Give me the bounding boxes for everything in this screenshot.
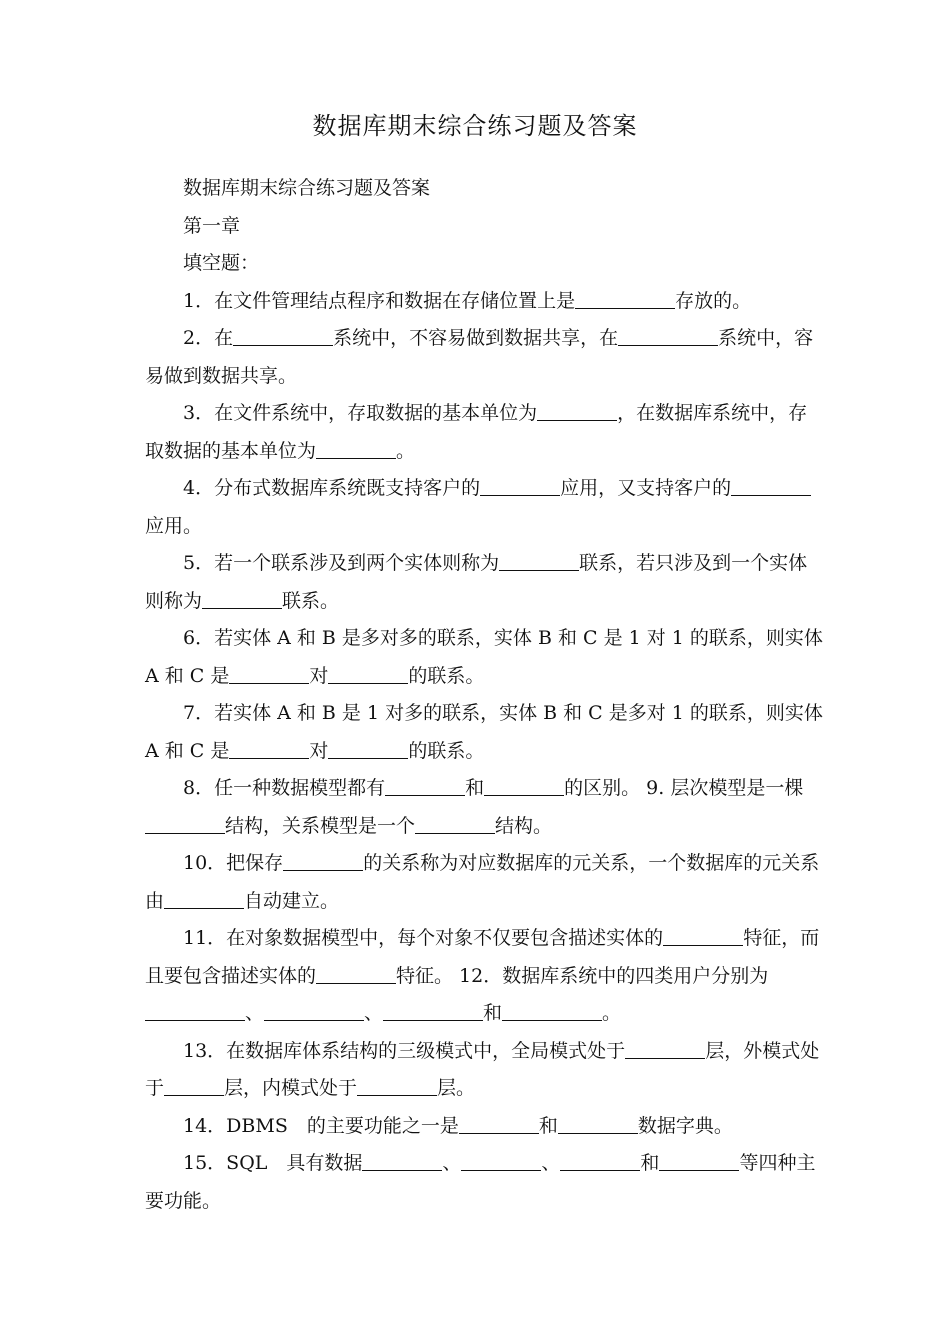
question-text: 和 bbox=[640, 1152, 660, 1174]
question-text: 4．分布式数据库系统既支持客户的 bbox=[183, 477, 481, 499]
question-text: 8．任一种数据模型都有 bbox=[183, 777, 386, 799]
question-text: 层，外模式处于 bbox=[145, 1039, 820, 1099]
answer-blank bbox=[229, 741, 309, 759]
question-15 bbox=[145, 1145, 825, 1220]
question-13 bbox=[145, 1033, 825, 1108]
answer-blank bbox=[202, 591, 282, 609]
question-text: 。 bbox=[396, 439, 416, 462]
question-14 bbox=[145, 1108, 825, 1146]
question-text: 对 bbox=[309, 739, 329, 762]
chapter-heading: 第一章 bbox=[183, 214, 241, 237]
question-text: 特征，而且要包含描述实体的 bbox=[145, 927, 820, 987]
question-text: 、 bbox=[245, 1002, 265, 1024]
question-text: 和 bbox=[483, 1002, 503, 1024]
question-text: 1．在文件管理结点程序和数据在存储位置上是 bbox=[183, 289, 576, 312]
question-8 bbox=[145, 770, 825, 845]
answer-blank bbox=[415, 816, 495, 834]
answer-blank bbox=[357, 1078, 437, 1096]
question-text: 系统中，容易做到数据共享。 bbox=[145, 327, 814, 387]
answer-blank bbox=[625, 1041, 705, 1059]
answer-blank bbox=[283, 853, 363, 871]
question-text: 的联系。 bbox=[408, 664, 485, 687]
answer-blank bbox=[264, 1003, 364, 1021]
question-11 bbox=[145, 920, 825, 1033]
question-text: 的联系。 bbox=[408, 739, 485, 762]
answer-blank bbox=[558, 1116, 638, 1134]
answer-blank bbox=[663, 928, 743, 946]
answer-blank bbox=[484, 778, 564, 796]
question-4 bbox=[145, 470, 825, 545]
question-text: 和 bbox=[465, 777, 485, 799]
document-title: 数据库期末综合练习题及答案 bbox=[312, 112, 638, 140]
question-7 bbox=[145, 695, 825, 770]
question-text: ，在数据库系统中，存取数据的基本单位为 bbox=[145, 402, 808, 462]
answer-blank bbox=[164, 891, 244, 909]
question-text: 结构。 bbox=[495, 814, 553, 837]
answer-blank bbox=[362, 1153, 442, 1171]
answer-blank bbox=[328, 741, 408, 759]
answer-blank bbox=[731, 478, 811, 496]
answer-blank bbox=[164, 1078, 224, 1096]
answer-blank bbox=[459, 1116, 539, 1134]
question-text: 系统中，不容易做到数据共享，在 bbox=[333, 327, 619, 349]
answer-blank bbox=[499, 553, 579, 571]
answer-blank bbox=[316, 441, 396, 459]
question-text: 结构，关系模型是一个 bbox=[225, 814, 416, 837]
question-text: 。 bbox=[602, 1002, 622, 1024]
question-text: 7．若实体 A 和 B 是 1 对多的联系，实体 B 和 C 是多对 1 的联系，则实体 A 和 C 是 bbox=[145, 702, 823, 762]
section-heading: 填空题： bbox=[183, 252, 260, 274]
answer-blank bbox=[575, 291, 675, 309]
question-text: 和 bbox=[538, 1114, 558, 1137]
answer-blank bbox=[461, 1153, 541, 1171]
question-text: 层。 bbox=[437, 1077, 476, 1099]
answer-blank bbox=[560, 1153, 640, 1171]
answer-blank bbox=[618, 328, 718, 346]
question-text: 自动建立。 bbox=[244, 889, 340, 912]
question-text: 联系。 bbox=[282, 589, 340, 612]
question-text: 3．在文件系统中，存取数据的基本单位为 bbox=[183, 402, 538, 424]
question-text: 对 bbox=[309, 664, 329, 687]
question-text: 存放的。 bbox=[675, 289, 752, 312]
question-5 bbox=[145, 545, 825, 620]
question-text: 应用，又支持客户的 bbox=[560, 477, 732, 499]
question-text: 11．在对象数据模型中，每个对象不仅要包含描述实体的 bbox=[183, 927, 664, 949]
document-subtitle: 数据库期末综合练习题及答案 bbox=[183, 177, 431, 199]
answer-blank bbox=[659, 1153, 739, 1171]
answer-blank bbox=[328, 666, 408, 684]
question-3 bbox=[145, 395, 825, 470]
question-10 bbox=[145, 845, 825, 920]
answer-blank bbox=[233, 328, 333, 346]
question-text: 、 bbox=[364, 1002, 384, 1024]
answer-blank bbox=[145, 816, 225, 834]
question-text: 、 bbox=[541, 1152, 561, 1174]
answer-blank bbox=[537, 403, 617, 421]
question-text: 特征。 12．数据库系统中的四类用户分别为 bbox=[396, 964, 769, 987]
question-text: 14．DBMS 的主要功能之一是 bbox=[183, 1114, 459, 1137]
answer-blank bbox=[385, 778, 465, 796]
question-text: 应用。 bbox=[145, 514, 203, 537]
question-2 bbox=[145, 320, 825, 395]
question-text: 、 bbox=[442, 1152, 462, 1174]
question-text: 5．若一个联系涉及到两个实体则称为 bbox=[183, 552, 500, 574]
answer-blank bbox=[316, 966, 396, 984]
question-text: 6．若实体 A 和 B 是多对多的联系，实体 B 和 C 是 1 对 1 的联系，则实体 A 和 C 是 bbox=[145, 627, 823, 687]
question-text: 2．在 bbox=[183, 327, 234, 349]
question-1 bbox=[145, 283, 825, 321]
answer-blank bbox=[480, 478, 560, 496]
answer-blank bbox=[229, 666, 309, 684]
question-text: 的关系称为对应数据库的元关系，一个数据库的元关系由 bbox=[145, 852, 820, 912]
question-text: 数据字典。 bbox=[637, 1114, 733, 1137]
document-body bbox=[145, 170, 825, 1220]
question-text: 层，内模式处于 bbox=[224, 1077, 358, 1099]
question-6 bbox=[145, 620, 825, 695]
question-text: 的区别。 9. 层次模型是一棵 bbox=[564, 777, 804, 799]
question-text: 13．在数据库体系结构的三级模式中，全局模式处于 bbox=[183, 1039, 626, 1062]
question-text: 10．把保存 bbox=[183, 852, 284, 874]
question-text: 等四种主要功能。 bbox=[145, 1152, 816, 1212]
answer-blank bbox=[383, 1003, 483, 1021]
question-text: 联系，若只涉及到一个实体则称为 bbox=[145, 552, 808, 612]
answer-blank bbox=[145, 1003, 245, 1021]
question-text: 15．SQL 具有数据 bbox=[183, 1152, 363, 1174]
answer-blank bbox=[502, 1003, 602, 1021]
